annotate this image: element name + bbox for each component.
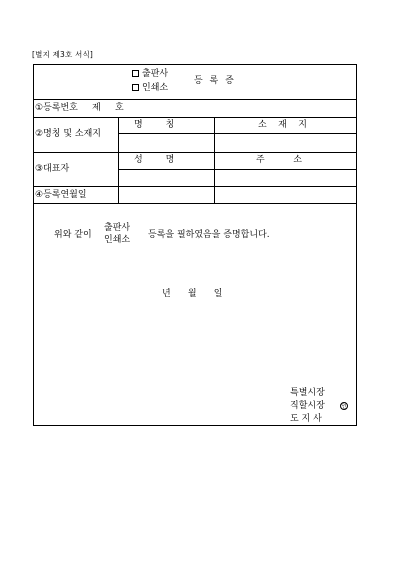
option-publisher[interactable] (132, 69, 168, 80)
cert-prefix: 위와 같이 (54, 230, 92, 240)
representative-label: ③대표자 (35, 164, 70, 174)
rep-address-column-header: 주 소 (256, 155, 302, 165)
location-column-header: 소 재 지 (258, 120, 307, 130)
registration-certificate-form (33, 64, 357, 426)
cert-option-printer: 인쇄소 (104, 235, 131, 245)
form-number-label: [별지 제3호 서식] (32, 50, 94, 59)
row-divider (34, 99, 356, 100)
rep-name-column-header: 성 명 (134, 155, 175, 165)
signer-title-3: 도 지 사 (290, 414, 322, 424)
publisher-checkbox[interactable] (132, 70, 139, 77)
option-publisher-label: 출판사 (142, 69, 169, 79)
option-printer[interactable] (132, 83, 168, 94)
printer-checkbox[interactable] (132, 84, 139, 91)
reg-no-value: 제 호 (92, 103, 124, 113)
name-location-label: ②명칭 및 소재지 (35, 129, 101, 139)
row-divider (34, 152, 356, 153)
row-divider (34, 117, 356, 118)
issue-date-line: 년 월 일 (162, 289, 223, 299)
option-printer-label: 인쇄소 (142, 83, 169, 93)
signer-title-1: 특별시장 (290, 388, 325, 398)
cert-option-publisher: 출판사 (104, 223, 131, 233)
seal-icon: 인 (341, 403, 347, 410)
row-divider (34, 186, 356, 187)
row-divider (118, 133, 356, 134)
reg-no-label: ①등록번호 (35, 103, 78, 113)
row-divider (118, 169, 356, 170)
column-divider (214, 117, 215, 203)
reg-date-label: ④등록연월일 (35, 190, 87, 200)
name-column-header: 명 칭 (134, 120, 175, 130)
form-title: 등 록 증 (194, 76, 236, 86)
column-divider (118, 117, 119, 203)
signer-title-2: 직할시장 (290, 401, 325, 411)
official-seal-mark (340, 401, 348, 412)
cert-suffix: 등록을 필하였음을 증명합니다. (148, 230, 270, 240)
row-divider (34, 203, 356, 204)
